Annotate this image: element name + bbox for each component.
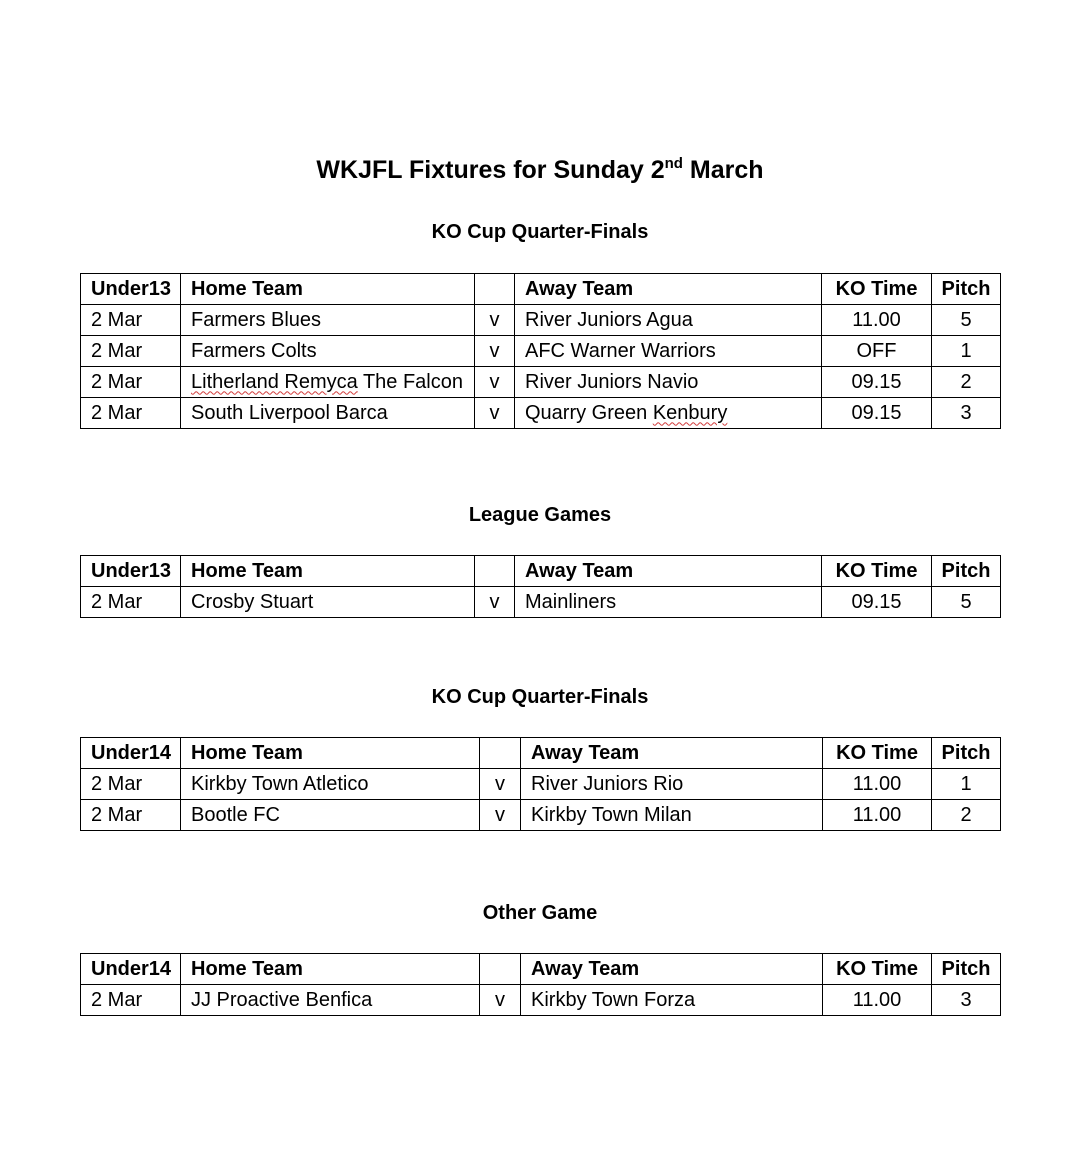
date-cell: 2 Mar: [81, 985, 181, 1016]
versus-header: [480, 954, 521, 985]
pitch-cell: 5: [932, 305, 1001, 336]
away-team-cell: River Juniors Agua: [515, 305, 822, 336]
date-cell: 2 Mar: [81, 769, 181, 800]
date-cell: 2 Mar: [81, 800, 181, 831]
versus-header: [480, 738, 521, 769]
pitch-cell: 1: [932, 769, 1001, 800]
away-team-header: Away Team: [521, 954, 823, 985]
versus-cell: v: [475, 587, 515, 618]
ko-time-header: KO Time: [823, 954, 932, 985]
away-team-header: Away Team: [521, 738, 823, 769]
away-team-cell: Mainliners: [515, 587, 822, 618]
ko-time-cell: 11.00: [823, 985, 932, 1016]
age-group-header: Under14: [81, 954, 181, 985]
away-team-header: Away Team: [515, 274, 822, 305]
section-heading-league-games-u13: League Games: [468, 504, 612, 526]
pitch-cell: 3: [932, 398, 1001, 429]
date-cell: 2 Mar: [81, 398, 181, 429]
table-row: [81, 336, 1001, 367]
date-cell: 2 Mar: [81, 305, 181, 336]
section-heading-ko-cup-u14: KO Cup Quarter-Finals: [431, 686, 649, 708]
home-team-header: Home Team: [181, 556, 475, 587]
age-group-header: Under13: [81, 274, 181, 305]
home-team-cell: Farmers Colts: [181, 336, 475, 367]
date-cell: 2 Mar: [81, 367, 181, 398]
pitch-header: Pitch: [932, 556, 1001, 587]
home-team-header: Home Team: [181, 274, 475, 305]
pitch-cell: 1: [932, 336, 1001, 367]
ko-time-cell: 09.15: [822, 367, 932, 398]
home-team-header: Home Team: [181, 954, 480, 985]
age-group-header: Under14: [81, 738, 181, 769]
away-team-cell: AFC Warner Warriors: [515, 336, 822, 367]
away-team-cell: Kirkby Town Forza: [521, 985, 823, 1016]
ko-time-header: KO Time: [822, 556, 932, 587]
fixtures-table-league-games-u13: [80, 555, 1001, 618]
table-header-row: [81, 738, 1001, 769]
home-team-cell: JJ Proactive Benfica: [181, 985, 480, 1016]
pitch-cell: 2: [932, 800, 1001, 831]
table-row: [81, 367, 1001, 398]
pitch-header: Pitch: [932, 738, 1001, 769]
fixtures-table-ko-cup-u14: [80, 737, 1001, 831]
table-header-row: [81, 274, 1001, 305]
table-header-row: [81, 556, 1001, 587]
spellcheck-flagged-text: Kenbury: [652, 401, 728, 424]
away-team-cell: Kirkby Town Milan: [521, 800, 823, 831]
home-team-header: Home Team: [181, 738, 480, 769]
fixtures-table-ko-cup-u13: [80, 273, 1001, 429]
versus-header: [475, 556, 515, 587]
spellcheck-flagged-text: Litherland Remyca: [191, 370, 358, 393]
versus-cell: v: [480, 800, 521, 831]
versus-cell: v: [475, 367, 515, 398]
section-heading-ko-cup-u13: KO Cup Quarter-Finals: [431, 221, 649, 243]
home-team-cell: Kirkby Town Atletico: [181, 769, 480, 800]
table-header-row: [81, 954, 1001, 985]
versus-cell: v: [480, 769, 521, 800]
versus-cell: v: [475, 336, 515, 367]
ko-time-cell: 09.15: [822, 398, 932, 429]
pitch-header: Pitch: [932, 274, 1001, 305]
ko-time-cell: 11.00: [823, 800, 932, 831]
table-row: [81, 305, 1001, 336]
away-team-cell: Quarry Green Kenbury: [515, 398, 822, 429]
away-team-cell: River Juniors Rio: [521, 769, 823, 800]
fixtures-table-other-game-u14: [80, 953, 1001, 1016]
home-team-cell: South Liverpool Barca: [181, 398, 475, 429]
date-cell: 2 Mar: [81, 587, 181, 618]
ko-time-cell: 11.00: [823, 769, 932, 800]
home-team-cell: Bootle FC: [181, 800, 480, 831]
table-row: [81, 587, 1001, 618]
home-team-cell: Crosby Stuart: [181, 587, 475, 618]
pitch-cell: 5: [932, 587, 1001, 618]
versus-header: [475, 274, 515, 305]
date-cell: 2 Mar: [81, 336, 181, 367]
versus-cell: v: [480, 985, 521, 1016]
pitch-cell: 3: [932, 985, 1001, 1016]
versus-cell: v: [475, 305, 515, 336]
pitch-cell: 2: [932, 367, 1001, 398]
away-team-cell: River Juniors Navio: [515, 367, 822, 398]
ko-time-cell: 11.00: [822, 305, 932, 336]
table-row: [81, 800, 1001, 831]
table-row: [81, 985, 1001, 1016]
table-row: [81, 398, 1001, 429]
versus-cell: v: [475, 398, 515, 429]
home-team-cell: Farmers Blues: [181, 305, 475, 336]
ko-time-header: KO Time: [822, 274, 932, 305]
table-row: [81, 769, 1001, 800]
ko-time-cell: OFF: [822, 336, 932, 367]
age-group-header: Under13: [81, 556, 181, 587]
ko-time-header: KO Time: [823, 738, 932, 769]
section-heading-other-game-u14: Other Game: [482, 902, 598, 924]
ko-time-cell: 09.15: [822, 587, 932, 618]
home-team-cell: Litherland Remyca The Falcon: [181, 367, 475, 398]
pitch-header: Pitch: [932, 954, 1001, 985]
page-title: WKJFL Fixtures for Sunday 2nd March: [316, 155, 764, 184]
title-superscript: nd: [664, 155, 683, 172]
away-team-header: Away Team: [515, 556, 822, 587]
